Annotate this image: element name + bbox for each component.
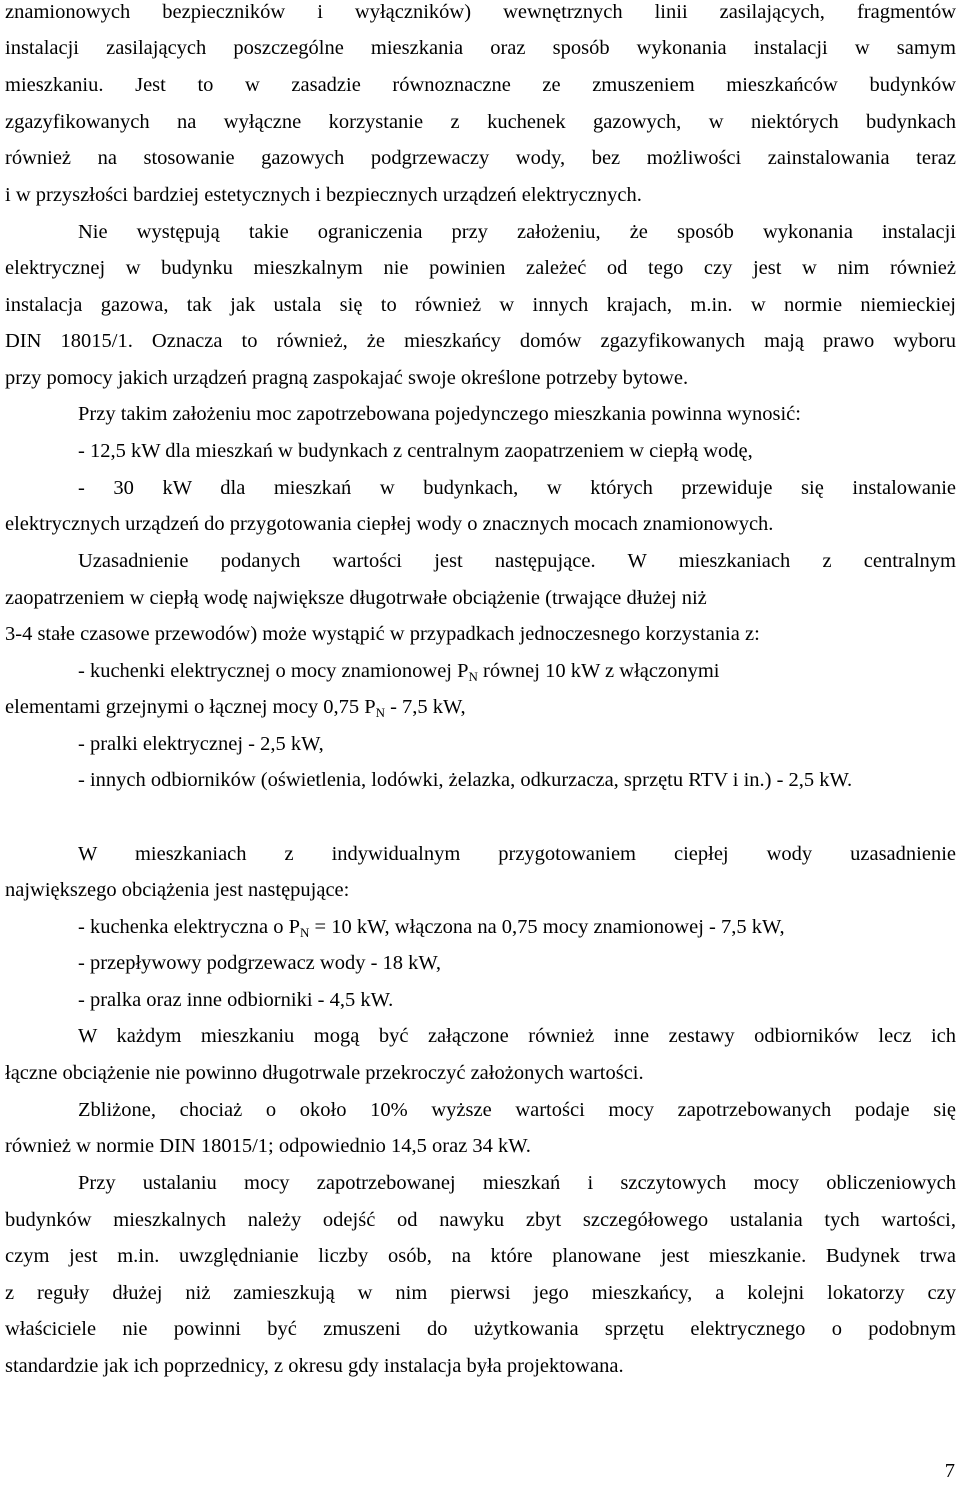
text-line: czym jest m.in. uwzględnianie liczby osób, na które planowane jest mieszkanie. Budynek trwa [5,1245,956,1267]
text-line: elektrycznych urządzeń do przygotowania ciepłej wody o znacznych mocach znamionowych. [5,513,774,535]
paragraph-first-line: Zbliżone, chociaż o około 10% wyższe wartości mocy zapotrzebowanych podaje się [78,1099,956,1121]
subscript: N [468,669,478,684]
text-line: mieszkaniu. Jest to w zasadzie równoznaczne ze zmuszeniem mieszkańców budynków [5,74,956,96]
text-line: przy pomocy jakich urządzeń pragną zaspokajać swoje określone potrzeby bytowe. [5,367,689,389]
list-item: - przepływowy podgrzewacz wody - 18 kW, [78,952,442,974]
paragraph-first-line: Uzasadnienie podanych wartości jest następujące. W mieszkaniach z centralnym [78,550,956,572]
text-line: zgazyfikowanych na wyłączne korzystanie z kuchenek gazowych, w niektórych budynkach [5,111,956,133]
text-line: również na stosowanie gazowych podgrzewaczy wody, bez możliwości zainstalowania teraz [5,147,956,169]
text-line: DIN 18015/1. Oznacza to również, że mieszkańcy domów zgazyfikowanych mają prawo wyboru [5,330,956,352]
list-item-text: - kuchenka elektryczna o P [78,916,300,938]
text-line: również w normie DIN 18015/1; odpowiednio 14,5 oraz 34 kW. [5,1135,531,1157]
list-item-text: = 10 kW, włączona na 0,75 mocy znamionowej - 7,5 kW, [309,916,785,938]
list-item-text: równej 10 kW z włączonymi [477,660,720,682]
text-line: standardzie jak ich poprzednicy, z okresu gdy instalacja była projektowana. [5,1355,624,1377]
paragraph-first-line: Nie występują takie ograniczenia przy założeniu, że sposób wykonania instalacji [78,221,956,243]
text-line: 3-4 stałe czasowe przewodów) może wystąpić w przypadkach jednoczesnego korzystania z: [5,623,760,645]
list-item [78,659,956,683]
text-line: instalacji zasilających poszczególne mieszkania oraz sposób wykonania instalacji w samym [5,37,956,59]
paragraph-first-line: W mieszkaniach z indywidualnym przygotowaniem ciepłej wody uzasadnienie [78,843,956,865]
paragraph-first-line: Przy takim założeniu moc zapotrzebowana pojedynczego mieszkania powinna wynosić: [78,403,801,425]
text-line: łączne obciążenie nie powinno długotrwale przekroczyć założonych wartości. [5,1062,644,1084]
text-fragment: elementami grzejnymi o łącznej mocy 0,75 P [5,696,376,718]
paragraph-first-line: Przy ustalaniu mocy zapotrzebowanej mieszkań i szczytowych mocy obliczeniowych [78,1172,956,1194]
text-line: budynków mieszkalnych należy odejść od nawyku zbyt szczegółowego ustalania tych wartości, [5,1209,956,1231]
text-line: zaopatrzeniem w ciepłą wodę największe długotrwałe obciążenie (trwające dłużej niż [5,587,707,609]
text-line: elektrycznej w budynku mieszkalnym nie powinien zależeć od tego czy jest w nim również [5,257,956,279]
list-item: - 30 kW dla mieszkań w budynkach, w których przewiduje się instalowanie [78,477,956,499]
list-item: - 12,5 kW dla mieszkań w budynkach z centralnym zaopatrzeniem w ciepłą wodę, [78,440,753,462]
text-line: i w przyszłości bardziej estetycznych i bezpiecznych urządzeń elektrycznych. [5,184,642,206]
subscript: N [375,705,385,720]
text-line: największego obciążenia jest następujące: [5,879,350,901]
text-line: znamionowych bezpieczników i wyłączników) wewnętrznych linii zasilających, fragmentów [5,1,956,23]
paragraph-first-line: W każdym mieszkaniu mogą być załączone również inne zestawy odbiorników lecz ich [78,1025,956,1047]
page-number: 7 [944,1460,955,1482]
text-line [5,695,956,719]
list-item: - innych odbiorników (oświetlenia, lodówki, żelazka, odkurzacza, sprzętu RTV i in.) - 2,5 kW. [78,769,853,791]
list-item: - pralka oraz inne odbiorniki - 4,5 kW. [78,989,394,1011]
text-line: z reguły dłużej niż zamieszkują w nim pierwsi jego mieszkańcy, a kolejni lokatorzy czy [5,1282,956,1304]
text-fragment: - 7,5 kW, [384,696,466,718]
list-item-text: - kuchenki elektrycznej o mocy znamionowej P [78,660,469,682]
text-line: właściciele nie powinni być zmuszeni do użytkowania sprzętu elektrycznego o podobnym [5,1318,956,1340]
list-item: - pralki elektrycznej - 2,5 kW, [78,733,324,755]
text-line: instalacja gazowa, tak jak ustala się to również w innych krajach, m.in. w normie niemieckiej [5,294,956,316]
list-item [78,915,956,939]
subscript: N [300,925,310,940]
